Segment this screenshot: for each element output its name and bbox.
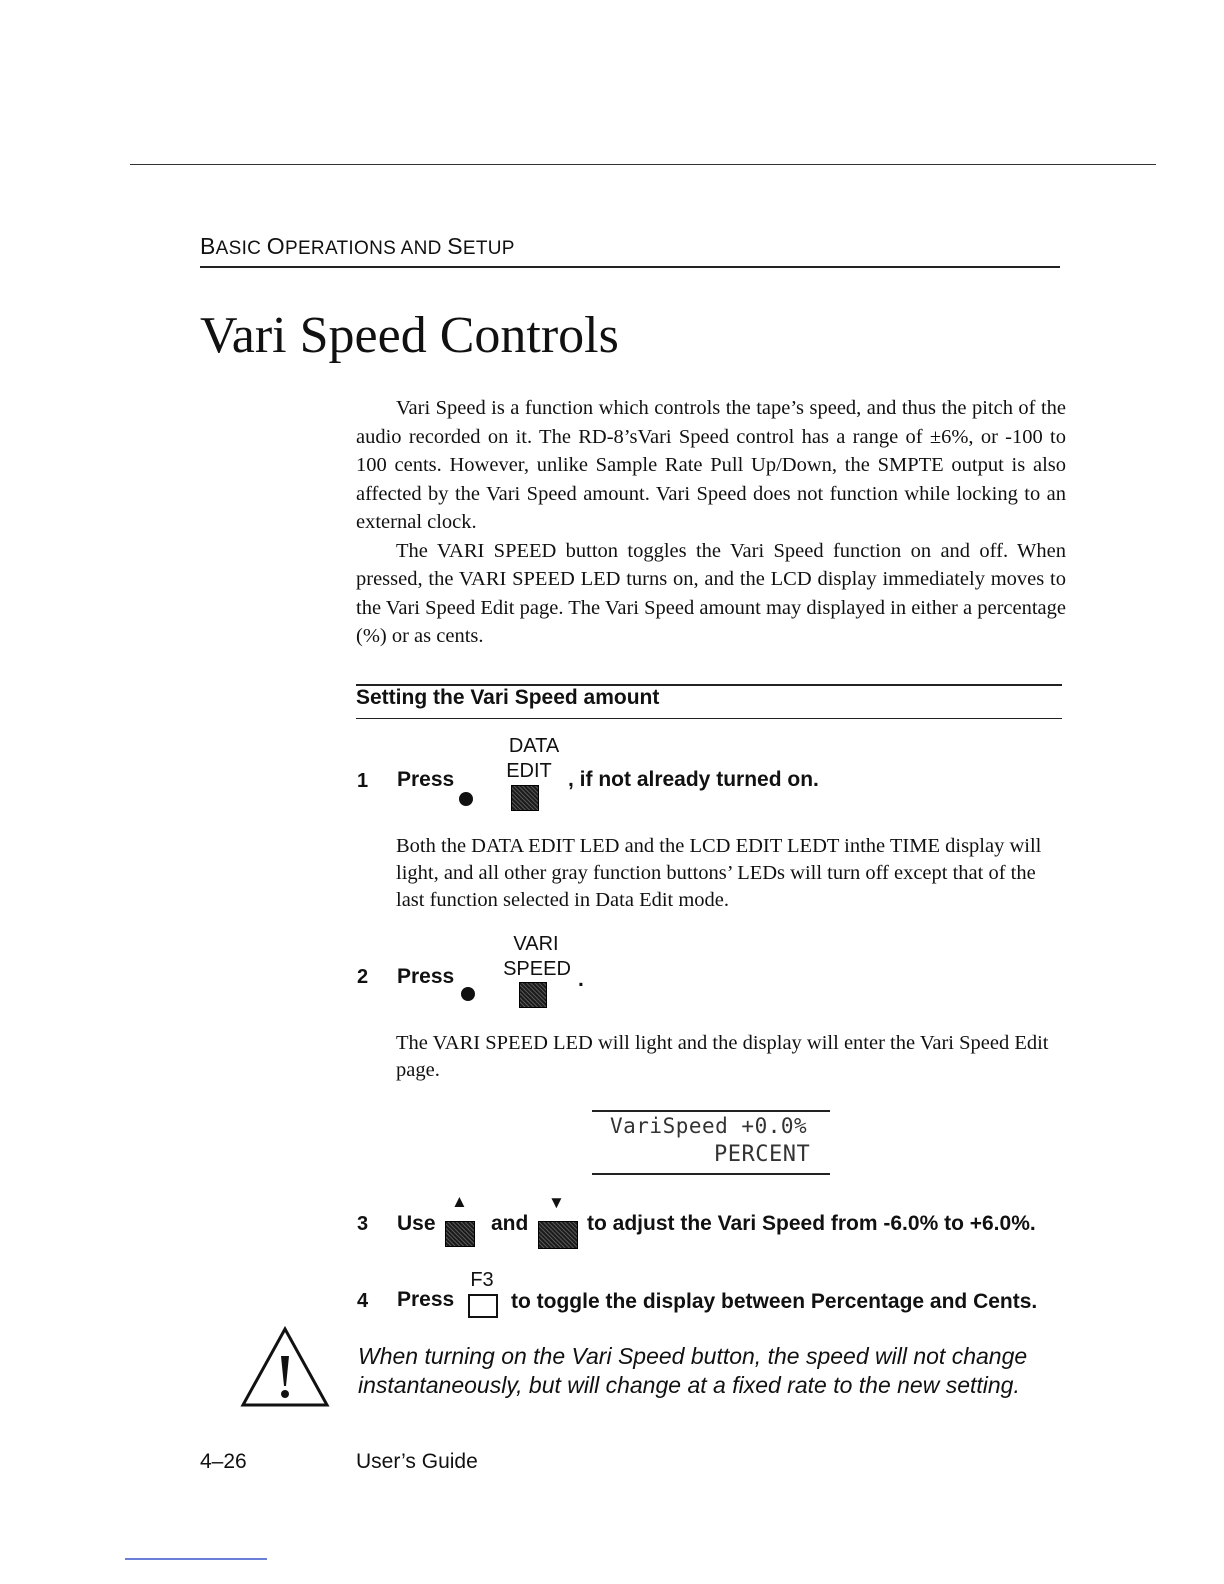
- section-header-text: ASIC: [215, 238, 267, 259]
- step-and: and: [491, 1212, 529, 1235]
- section-header-cap: O: [266, 233, 285, 259]
- key-label-line1: DATA: [508, 735, 560, 757]
- section-header-cap: B: [200, 233, 216, 259]
- down-button[interactable]: [538, 1221, 578, 1249]
- step-tail: .: [578, 968, 584, 991]
- step-description: The VARI SPEED LED will light and the display will enter the Vari Speed Edit page.: [396, 1032, 1049, 1081]
- top-rule: [130, 164, 1156, 165]
- step-number: 1: [357, 770, 369, 792]
- page-number: 4–26: [200, 1450, 247, 1473]
- lcd-rule-top: [592, 1110, 830, 1112]
- step-verb: Press: [397, 768, 455, 791]
- warning-triangle-icon: [240, 1326, 330, 1408]
- step-tail: to adjust the Vari Speed from -6.0% to +6.0%.: [587, 1212, 1036, 1235]
- lcd-line-2: PERCENT: [714, 1142, 811, 1167]
- step-description: Both the DATA EDIT LED and the LCD EDIT LEDT inthe TIME display will light, and all other gray function buttons’ LEDs will turn off except that of the last function selected in Data Edit mode.: [396, 835, 1042, 911]
- bottom-mark: [125, 1558, 267, 1560]
- key-label-line2: EDIT: [506, 760, 552, 782]
- up-button[interactable]: [445, 1221, 475, 1247]
- step-verb: Press: [397, 1288, 455, 1311]
- subsection-rule-bottom: [356, 718, 1062, 719]
- step-number: 4: [357, 1290, 369, 1312]
- led-indicator-icon: [459, 792, 473, 806]
- step-verb: Use: [397, 1212, 436, 1235]
- f3-key-label: F3: [470, 1269, 494, 1291]
- key-label-line1: VARI: [513, 933, 559, 955]
- step-number: 2: [357, 966, 369, 988]
- warning-note: When turning on the Vari Speed button, the speed will not change instantaneously, but will change at a fixed rate to the new setting.: [358, 1343, 1028, 1398]
- down-arrow-icon: ▼: [548, 1193, 565, 1212]
- key-label-line2: SPEED: [503, 958, 571, 980]
- footer-guide-title: User’s Guide: [356, 1450, 478, 1473]
- section-header-text: ETUP: [462, 238, 515, 259]
- data-edit-button[interactable]: [511, 785, 539, 811]
- lcd-line-1: VariSpeed +0.0%: [610, 1114, 808, 1138]
- intro-paragraph-1: Vari Speed is a function which controls the tape’s speed, and thus the pitch of the audio recorded on it. The RD-8’sVari Speed control has a range of ±6%, or -100 to 100 cents. However, unlike Sample Rate Pull Up/Down, the SMPTE output is also affected by the Vari Speed amount. Vari Speed does not function while locking to an external clock.: [356, 397, 1066, 533]
- section-header-text: PERATIONS AND: [284, 238, 448, 259]
- subsection-heading: Setting the Vari Speed amount: [356, 686, 660, 709]
- vari-speed-button[interactable]: [519, 982, 547, 1008]
- step-tail: to toggle the display between Percentage and Cents.: [511, 1290, 1038, 1313]
- section-header-cap: S: [447, 233, 463, 259]
- intro-text: [356, 394, 1066, 651]
- header-rule: [200, 266, 1060, 268]
- led-indicator-icon: [461, 987, 475, 1001]
- page-title: Vari Speed Controls: [200, 307, 619, 364]
- up-arrow-icon: ▲: [451, 1192, 468, 1211]
- step-number: 3: [357, 1213, 369, 1235]
- f3-button[interactable]: [468, 1294, 498, 1318]
- step-tail: , if not already turned on.: [568, 768, 819, 791]
- lcd-rule-bottom: [592, 1173, 830, 1175]
- section-header: [200, 233, 515, 260]
- intro-paragraph-2: The VARI SPEED button toggles the Vari Speed function on and off. When pressed, the VARI SPEED LED turns on, and the LCD display immediately moves to the Vari Speed Edit page. The Vari Speed amount may displayed in either a percentage (%) or as cents.: [356, 539, 1066, 647]
- step-verb: Press: [397, 965, 455, 988]
